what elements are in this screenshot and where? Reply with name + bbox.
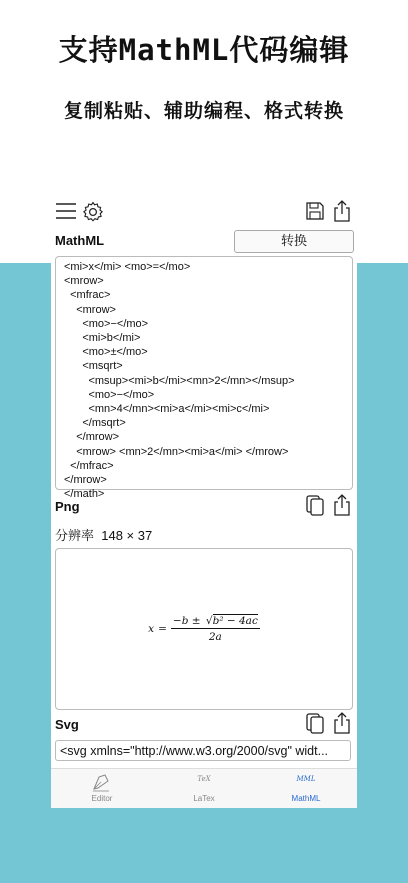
copy-icon[interactable] [304, 494, 326, 516]
code-line: <mo>−</mo> [64, 388, 155, 401]
app-screen [51, 193, 357, 807]
code-line: <mi>x</mi> <mo>=</mo> [64, 261, 191, 273]
formula-fraction [171, 615, 260, 643]
hero-title: 支持MathML代码编辑 [58, 33, 350, 67]
code-line: <mn>4</mn><mi>a</mi><mi>c</mi> [64, 403, 270, 416]
code-line: <mrow> [64, 275, 104, 288]
tab-bar [51, 768, 357, 808]
share-icon[interactable] [332, 493, 352, 517]
code-line: <mfrac> [64, 289, 111, 302]
tex-icon: TeX [197, 775, 211, 783]
code-line: </msqrt> [64, 417, 126, 430]
formula-lhs: x [148, 623, 155, 635]
rendered-formula [56, 549, 352, 709]
share-icon[interactable] [332, 199, 352, 223]
code-line: <msup><mi>b</mi><mn>2</mn></msup> [64, 374, 295, 387]
resolution-label: 分辨率 [55, 528, 95, 543]
tab-latex[interactable] [153, 769, 255, 808]
share-icon[interactable] [332, 711, 352, 735]
copy-icon[interactable] [304, 712, 326, 734]
resolution-value: 148 × 37 [101, 528, 153, 543]
mml-icon: MML [296, 775, 316, 783]
sqrt-symbol: √ [205, 615, 213, 627]
code-line: <mrow> [64, 303, 116, 316]
code-line: <msqrt> [64, 360, 123, 373]
tab-label: Editor [91, 794, 113, 803]
tab-label: LaTex [193, 794, 215, 803]
numerator-prefix: −b ± [172, 615, 201, 627]
png-preview [55, 548, 353, 710]
code-line: </math> [64, 488, 105, 501]
hero-subtitle: 复制粘贴、辅助编程、格式转换 [63, 100, 344, 122]
tab-mathml[interactable] [255, 769, 357, 808]
resolution-info [55, 525, 152, 544]
code-line: </mfrac> [64, 459, 114, 472]
mathml-code-editor[interactable] [55, 256, 353, 501]
svg-output-field[interactable]: <svg xmlns="http://www.w3.org/2000/svg" widt... [55, 740, 351, 761]
code-line: </mrow> [64, 474, 107, 487]
menu-icon[interactable] [55, 202, 77, 220]
png-label: Png [55, 499, 80, 514]
pen-icon [91, 772, 113, 792]
code-line: </mrow> [64, 431, 120, 444]
formula-denominator: 2a [208, 631, 222, 643]
formula-numerator [171, 615, 260, 629]
formula-equals: = [158, 623, 167, 635]
code-line: <mrow> <mn>2</mn><mi>a</mi> </mrow> [64, 445, 289, 458]
toolbar [51, 193, 357, 229]
radicand: b² − 4ac [212, 615, 258, 627]
save-icon[interactable] [305, 201, 325, 221]
tab-label: MathML [291, 794, 321, 803]
tab-editor[interactable] [51, 769, 153, 808]
code-line: <mi>b</mi> [64, 332, 141, 345]
mathml-label: MathML [55, 233, 105, 248]
code-line: <mo>−</mo> [64, 317, 149, 330]
code-line: <mo>±</mo> [64, 346, 148, 359]
svg-label: Svg [55, 717, 79, 732]
convert-button[interactable]: 转换 [234, 230, 354, 253]
gear-icon[interactable] [82, 201, 104, 223]
